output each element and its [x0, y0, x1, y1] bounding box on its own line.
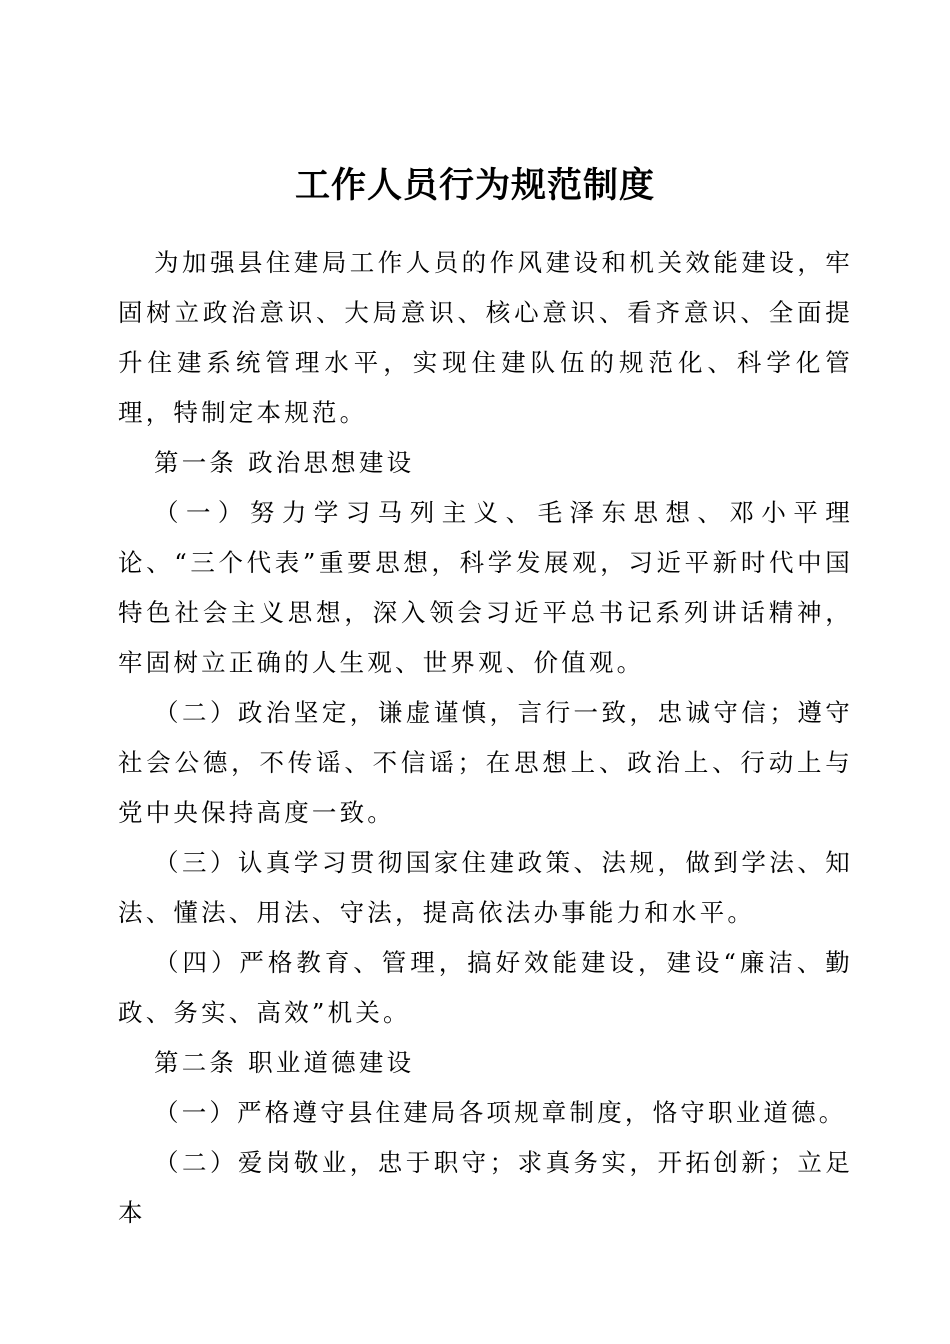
article-one-item-1: （一）努力学习马列主义、毛泽东思想、邓小平理论、“三个代表”重要思想，科学发展观，习近平新时代中国特色社会主义思想，深入领会习近平总书记系列讲话精神，牢固树立正确的人生观、世界观、价值观。 — [118, 498, 853, 677]
paragraph-intro: 为加强县住建局工作人员的作风建设和机关效能建设，牢固树立政治意识、大局意识、核心意识、看齐意识、全面提升住建系统管理水平，实现住建队伍的规范化、科学化管理，特制定本规范。 — [118, 248, 853, 427]
article-two-item-2: （二）爱岗敬业，忠于职守；求真务实，开拓创新；立足本 — [118, 1148, 853, 1227]
article-two-heading: 第二条 职业道德建设 — [154, 1048, 415, 1077]
article-two-item-1: （一）严格遵守县住建局各项规章制度，恪守职业道德。 — [154, 1098, 847, 1127]
article-one-item-3: （三）认真学习贯彻国家住建政策、法规，做到学法、知法、懂法、用法、守法，提高依法办事能力和水平。 — [118, 848, 853, 927]
article-one-item-4: （四）严格教育、管理，搞好效能建设，建设“廉洁、勤政、务实、高效”机关。 — [118, 948, 853, 1027]
article-one-heading: 第一条 政治思想建设 — [154, 448, 415, 477]
document-body — [118, 238, 853, 1238]
document-title: 工作人员行为规范制度 — [294, 165, 655, 206]
article-one-item-2: （二）政治坚定，谦虚谨慎，言行一致，忠诚守信；遵守社会公德，不传谣、不信谣；在思想上、政治上、行动上与党中央保持高度一致。 — [118, 698, 853, 827]
